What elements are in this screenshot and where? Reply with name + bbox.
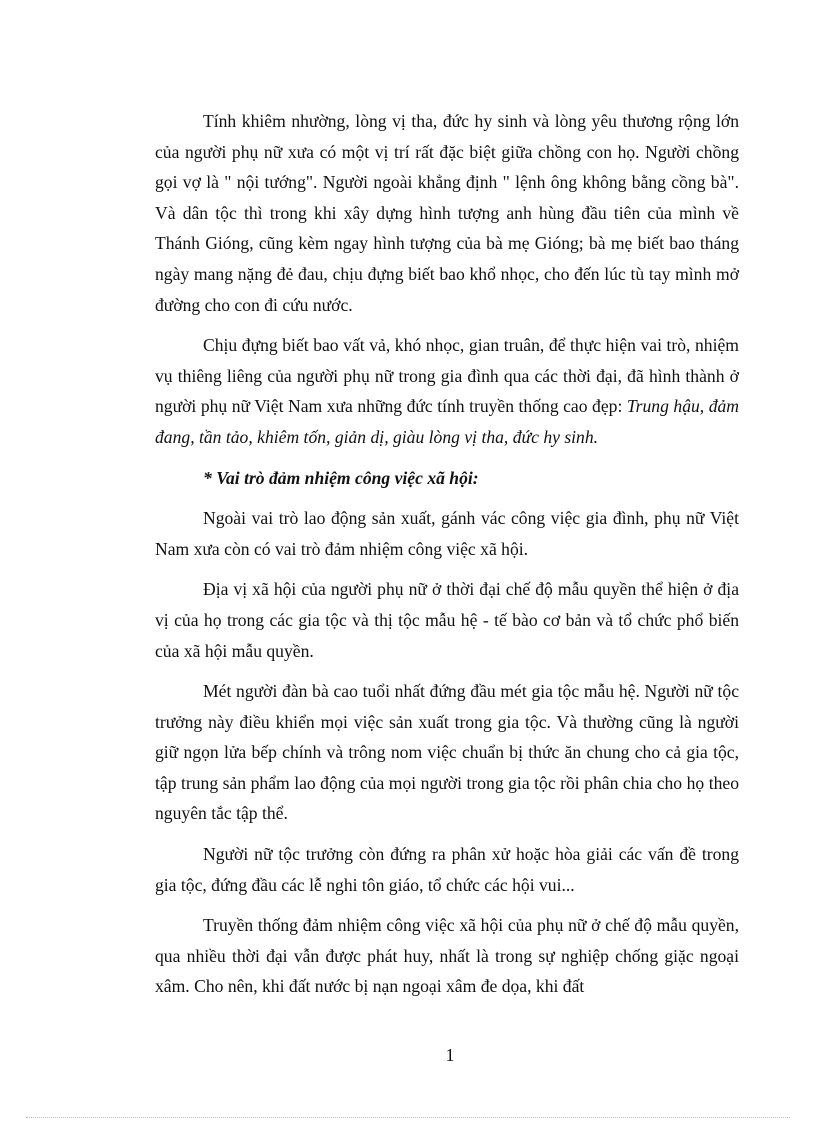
paragraph-matriarchal-status: Địa vị xã hội của người phụ nữ ở thời đại chế độ mẫu quyền thể hiện ở địa vị của họ trong các gia tộc và thị tộc mẫu hệ - tế bào cơ bản và tổ chức phổ biến của xã hội mẫu quyền. <box>155 579 739 661</box>
page-bottom-divider <box>26 1117 790 1118</box>
paragraph-text: Tính khiêm nhường, lòng vị tha, đức hy sinh và lòng yêu thương rộng lớn của người phụ nữ xưa có một vị trí rất đặc biệt giữa chồng con họ. Người chồng gọi vợ là " nội tướng". Người ngoài khẳng định " lệnh ông không bằng cồng bà". Và dân tộc thì trong khi xây dựng hình tượng anh hùng đầu tiên của mình về Thánh Gióng, cũng kèm ngay hình tượng của bà mẹ Gióng; bà mẹ biết bao tháng ngày mang nặng đẻ đau, chịu đựng biết bao khổ nhọc, cho đến lúc tù tay mình mở đường cho con đi cứu nước. <box>155 111 739 315</box>
paragraph-clan-leader: Mét người đàn bà cao tuổi nhất đứng đầu mét gia tộc mẫu hệ. Người nữ tộc trưởng này điều khiển mọi việc sản xuất trong gia tộc. Và thường cũng là người giữ ngọn lửa bếp chính và trông nom việc chuẩn bị thức ăn chung cho cả gia tộc, tập trung sản phẩm lao động của mọi người trong gia tộc rồi phân chia cho họ theo nguyên tắc tập thể. <box>155 681 739 824</box>
paragraph-social-role: Ngoài vai trò lao động sản xuất, gánh vác công việc gia đình, phụ nữ Việt Nam xưa còn có vai trò đảm nhiệm công việc xã hội. <box>155 508 739 559</box>
document-body <box>155 106 739 1002</box>
paragraph-womens-virtues <box>155 106 739 320</box>
paragraph-tradition: Truyền thống đảm nhiệm công việc xã hội của phụ nữ ở chế độ mẫu quyền, qua nhiều thời đại vẫn được phát huy, nhất là trong sự nghiệp chống giặc ngoại xâm. Cho nên, khi đất nước bị nạn ngoại xâm đe dọa, khi đất <box>155 915 739 997</box>
paragraph-text: Chịu đựng biết bao vất vả, khó nhọc, gian truân, để thực hiện vai trò, nhiệm vụ thiêng liêng của người phụ nữ trong gia đình qua các thời đại, đã hình thành ở người phụ nữ Việt Nam xưa những đức tính truyền thống cao đẹp: <box>155 335 739 417</box>
section-heading: * Vai trò đảm nhiệm công việc xã hội: <box>203 467 479 488</box>
italic-virtues-list: Trung hậu, đảm đang, tần tảo, khiêm tốn, giản dị, giàu lòng vị tha, đức hy sinh. <box>155 396 739 447</box>
paragraph-traditional-qualities <box>155 330 739 452</box>
page-number: 1 <box>445 1045 455 1065</box>
paragraph-mediator: Người nữ tộc trưởng còn đứng ra phân xử hoặc hòa giải các vấn đề trong gia tộc, đứng đầu các lễ nghi tôn giáo, tổ chức các hội vui... <box>155 844 739 895</box>
